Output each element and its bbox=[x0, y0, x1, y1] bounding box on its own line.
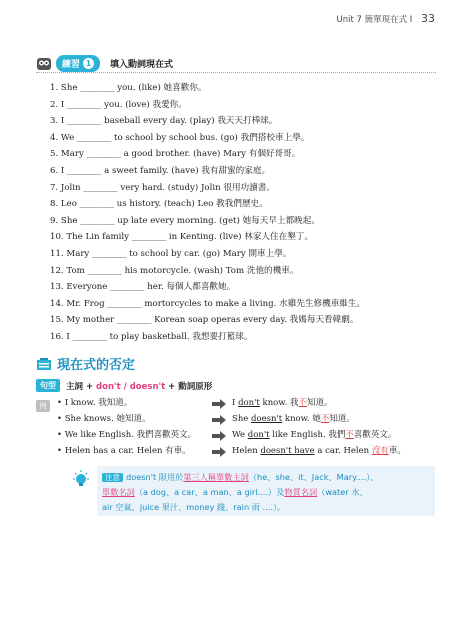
exercise-list bbox=[50, 80, 365, 346]
section-title: 現在式的否定 bbox=[57, 358, 136, 373]
list-item: 15. My mother ________ Korean soap operas every day. 我媽每天看韓劇。 bbox=[50, 315, 359, 326]
example-right bbox=[232, 444, 406, 460]
example-negation: 不 bbox=[298, 398, 307, 408]
page-number: 33 bbox=[421, 12, 435, 25]
note-text bbox=[102, 470, 432, 515]
example-right bbox=[232, 412, 355, 428]
list-item: 5. Mary ________ a good brother. (have) Mary 有個好哥哥。 bbox=[50, 149, 301, 160]
note-text-part: air 空氣、juice 果汁、money 錢、rain 雨 ....）。 bbox=[102, 502, 286, 512]
note-text-part: （he、she、it、Jack、Mary....）、 bbox=[248, 472, 379, 482]
list-item: 7. Jolin ________ very hard. (study) Jolin 很用功讀書。 bbox=[50, 182, 275, 193]
list-item: 4. We ________ to school by school bus. (go) 我們搭校車上學。 bbox=[50, 132, 310, 143]
example-negation: 不 bbox=[345, 430, 354, 440]
list-item: 8. Leo ________ us history. (teach) Leo 教我們歷史。 bbox=[50, 199, 268, 210]
example-subject: She bbox=[232, 414, 252, 424]
note-highlight: 物質名詞 bbox=[284, 487, 318, 497]
exercise-title: 填入動詞現在式 bbox=[110, 60, 174, 70]
divider bbox=[36, 72, 436, 73]
example-text: 喜歡英文。 bbox=[353, 430, 397, 440]
note-text-part: （water 水、 bbox=[317, 487, 368, 497]
example-keyword: don't bbox=[238, 398, 260, 408]
section-header bbox=[36, 354, 135, 373]
list-item: 1. She ________ you. (like) 她喜歡你。 bbox=[50, 83, 207, 93]
example-text: like English. 我們 bbox=[269, 430, 346, 440]
list-item: 16. I ________ to play basketball. 我想要打籃球。 bbox=[50, 331, 253, 342]
example-text: know. 我 bbox=[259, 398, 299, 408]
example-text: 知道。 bbox=[307, 398, 333, 408]
list-item: 12. Tom ________ his motorcycle. (wash) Tom 洗他的機車。 bbox=[50, 265, 299, 276]
list-item: 14. Mr. Frog ________ mortorcycles to make a living. 水雞先生修機車維生。 bbox=[50, 298, 366, 309]
example-negation: 不 bbox=[320, 414, 330, 424]
exercise-number: 1 bbox=[83, 58, 94, 69]
example-keyword: don't bbox=[247, 430, 270, 440]
example-right bbox=[232, 396, 333, 412]
example-text: a car. Helen bbox=[314, 446, 372, 456]
arrow-right-icon bbox=[212, 415, 226, 425]
example-keyword: doesn't have bbox=[260, 446, 315, 456]
example-subject: We bbox=[232, 430, 248, 440]
exercise-header bbox=[36, 55, 173, 72]
arrow-right-icon bbox=[212, 447, 226, 457]
example-left: • She knows. 她知道。 bbox=[57, 414, 151, 424]
example-text: 車。 bbox=[388, 446, 406, 456]
example-left: • We like English. 我們喜歡英文。 bbox=[57, 430, 197, 440]
note-text-part: （a dog、a car、a man、a girl....）及 bbox=[134, 487, 285, 497]
example-text: know. 她 bbox=[282, 414, 321, 424]
example-negation: 沒有 bbox=[371, 446, 389, 456]
pattern-formula bbox=[66, 380, 212, 392]
sentence-pattern bbox=[36, 379, 212, 392]
example-left: • I know. 我知道。 bbox=[57, 398, 133, 408]
list-item: 2. I ________ you. (love) 我愛你。 bbox=[50, 99, 187, 110]
list-item: 10. The Lin family ________ in Kenting. (live) 林家人住在墾丁。 bbox=[50, 232, 313, 243]
example-left: • Helen has a car. Helen 有車。 bbox=[57, 446, 191, 456]
example-tag: 例 bbox=[36, 400, 50, 412]
pattern-suffix: + 動詞原形 bbox=[165, 381, 213, 392]
example-right bbox=[232, 428, 396, 444]
note-label: 注意 bbox=[102, 473, 123, 482]
list-item: 6. I ________ a sweet family. (have) 我有甜蜜的家庭。 bbox=[50, 165, 271, 176]
arrow-right-icon bbox=[212, 399, 226, 409]
exercise-label: 練習 bbox=[62, 60, 81, 70]
owl-icon bbox=[36, 56, 52, 72]
unit-title: Unit 7 簡單現在式 I bbox=[336, 15, 413, 25]
note-text-part: doesn't 限用於 bbox=[126, 472, 184, 482]
page-header bbox=[336, 12, 435, 25]
pattern-keyword: don't / doesn't bbox=[96, 381, 166, 392]
note-highlight: 單數名詞 bbox=[102, 487, 135, 497]
section-icon bbox=[36, 357, 52, 371]
exercise-badge bbox=[56, 55, 100, 72]
example-keyword: doesn't bbox=[251, 414, 283, 424]
note-highlight: 第三人稱單數主詞 bbox=[183, 472, 249, 482]
example-subject: Helen bbox=[232, 446, 261, 456]
pattern-prefix: 主詞 + bbox=[66, 381, 97, 392]
lightbulb-icon bbox=[71, 470, 91, 490]
example-subject: I bbox=[232, 398, 239, 408]
list-item: 9. She ________ up late every morning. (get) 她每天早上都晚起。 bbox=[50, 215, 320, 226]
list-item: 11. Mary ________ to school by car. (go) Mary 開車上學。 bbox=[50, 248, 292, 259]
pattern-tag: 句型 bbox=[36, 379, 60, 392]
example-text: 知道。 bbox=[329, 414, 355, 424]
list-item: 13. Everyone ________ her. 每個人都喜歡她。 bbox=[50, 282, 236, 293]
arrow-right-icon bbox=[212, 431, 226, 441]
list-item: 3. I ________ baseball every day. (play) 我天天打棒球。 bbox=[50, 116, 278, 127]
